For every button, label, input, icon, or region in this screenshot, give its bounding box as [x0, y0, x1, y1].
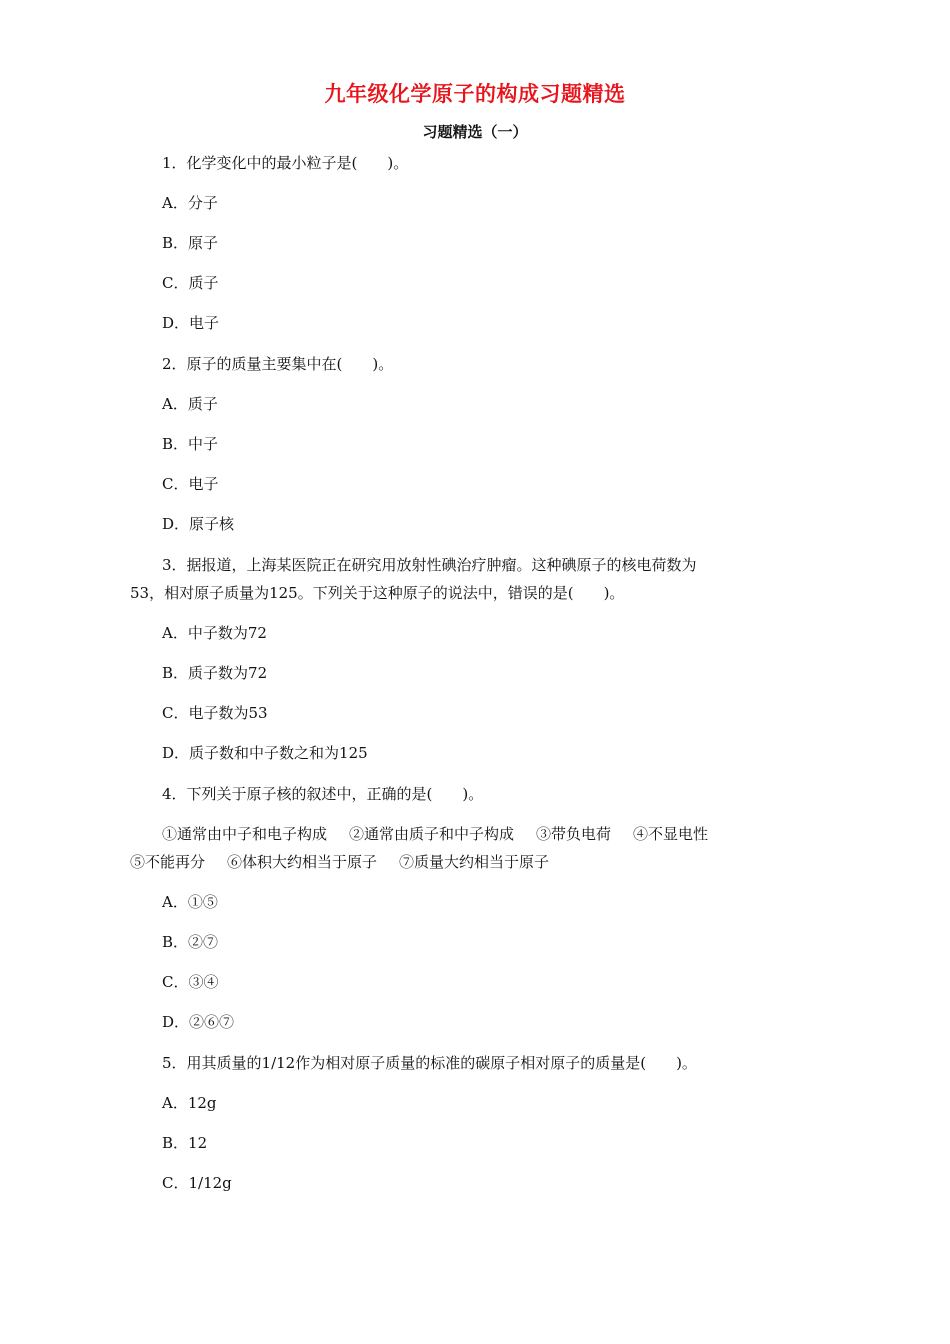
question-2-option-d: D．原子核: [162, 515, 235, 533]
question-2-stem: 2．原子的质量主要集中在( )。: [162, 355, 394, 373]
section-subtitle: 习题精选（一）: [422, 123, 528, 141]
question-5-option-c: C．1/12g: [162, 1174, 232, 1192]
question-4-statements-line-2: [0, 852, 950, 872]
question-3-option-a: A．中子数为72: [162, 624, 267, 642]
question-3-option-b: B．质子数为72: [162, 664, 268, 682]
question-1-option-c: C．质子: [162, 274, 219, 292]
statement-3: ③带负电荷: [536, 825, 612, 843]
statement-7: ⑦质量大约相当于原子: [399, 853, 550, 871]
question-3-option-c: C．电子数为53: [162, 704, 268, 722]
statement-4: ④不显电性: [633, 825, 709, 843]
statement-5: ⑤不能再分: [130, 853, 206, 871]
question-5-option-a: A．12g: [162, 1094, 217, 1112]
question-2-option-c: C．电子: [162, 475, 219, 493]
question-4-option-c: C．③④: [162, 973, 219, 991]
question-5-stem: 5．用其质量的1/12作为相对原子质量的标准的碳原子相对原子的质量是( )。: [162, 1054, 697, 1072]
statement-1: ①通常由中子和电子构成: [162, 825, 328, 843]
question-5-option-b: B．12: [162, 1134, 208, 1152]
question-4-option-a: A．①⑤: [162, 893, 218, 911]
question-4-option-b: B．②⑦: [162, 933, 219, 951]
question-4-statements-line-1: [0, 824, 950, 844]
document-title: 九年级化学原子的构成习题精选: [324, 82, 626, 106]
question-1-option-a: A．分子: [162, 194, 218, 212]
question-3-stem-line-2: 53，相对原子质量为125。下列关于这种原子的说法中，错误的是( )。: [130, 584, 625, 602]
question-3-stem-line-1: 3．据报道，上海某医院正在研究用放射性碘治疗肿瘤。这种碘原子的核电荷数为: [162, 556, 697, 574]
question-1-option-d: D．电子: [162, 314, 220, 332]
question-1-option-b: B．原子: [162, 234, 219, 252]
question-2-option-b: B．中子: [162, 435, 219, 453]
question-4-stem: 4．下列关于原子核的叙述中，正确的是( )。: [162, 785, 484, 803]
question-3-option-d: D．质子数和中子数之和为125: [162, 744, 368, 762]
statement-6: ⑥体积大约相当于原子: [227, 853, 378, 871]
question-1-stem: 1．化学变化中的最小粒子是( )。: [162, 154, 409, 172]
statement-2: ②通常由质子和中子构成: [349, 825, 515, 843]
question-2-option-a: A．质子: [162, 395, 218, 413]
question-4-option-d: D．②⑥⑦: [162, 1013, 235, 1031]
